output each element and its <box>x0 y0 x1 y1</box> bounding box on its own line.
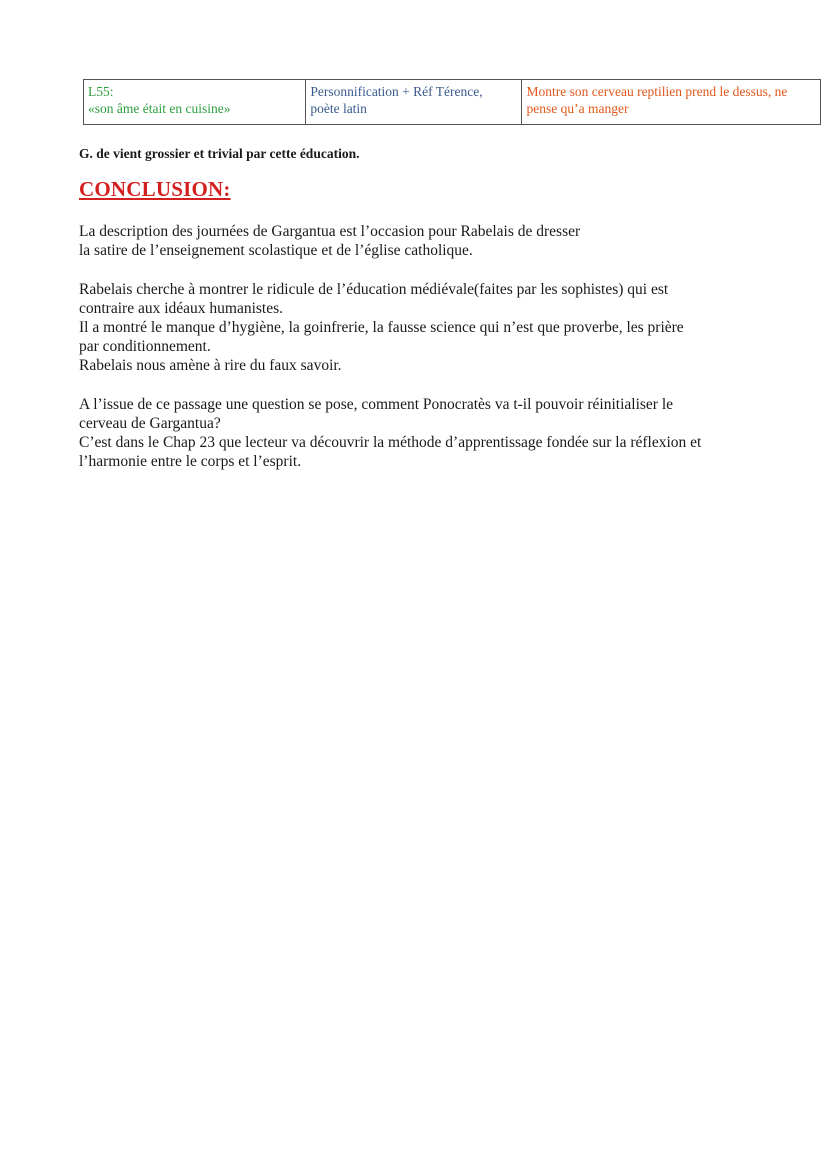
paragraph-line: Rabelais cherche à montrer le ridicule de l’éducation médiévale(faites par les sophistes) qui est <box>79 281 669 298</box>
paragraph-line: Rabelais nous amène à rire du faux savoir. <box>79 357 342 374</box>
paragraph-1 <box>79 222 799 260</box>
figure-text-line-2: poète latin <box>310 101 367 116</box>
paragraph-line: l’harmonie entre le corps et l’esprit. <box>79 453 302 470</box>
paragraph-line: Il a montré le manque d’hygiène, la goinfrerie, la fausse science qui n’est que proverbe, les prière <box>79 319 684 336</box>
paragraph-3 <box>79 395 799 471</box>
paragraph-line: la satire de l’enseignement scolastique et de l’église catholique. <box>79 242 473 259</box>
line-reference: L55: <box>88 84 114 99</box>
paragraph-line: cerveau de Gargantua? <box>79 415 221 432</box>
interpretation-line-1: Montre son cerveau reptilien prend le dessus, ne <box>526 84 788 99</box>
figure-text-line-1: Personnification + Réf Térence, <box>310 84 483 99</box>
paragraph-line: par conditionnement. <box>79 338 211 355</box>
paragraph-line: C’est dans le Chap 23 que lecteur va découvrir la méthode d’apprentissage fondée sur la réflexion et <box>79 434 702 451</box>
summary-statement: G. de vient grossier et trivial par cette éducation. <box>79 146 360 161</box>
quote-cell <box>84 80 306 125</box>
interpretation-line-2: pense qu’a manger <box>526 101 629 116</box>
interpretation-cell <box>522 80 821 125</box>
paragraph-line: A l’issue de ce passage une question se pose, comment Ponocratès va t-il pouvoir réinitialiser le <box>79 396 674 413</box>
table-row <box>84 80 821 125</box>
paragraph-line: La description des journées de Gargantua est l’occasion pour Rabelais de dresser <box>79 223 581 240</box>
conclusion-heading: CONCLUSION: <box>79 177 231 201</box>
paragraph-2 <box>79 280 799 375</box>
paragraph-line: contraire aux idéaux humanistes. <box>79 300 284 317</box>
quote-text: «son âme était en cuisine» <box>88 101 231 116</box>
figure-cell <box>306 80 522 125</box>
analysis-table <box>83 79 821 125</box>
